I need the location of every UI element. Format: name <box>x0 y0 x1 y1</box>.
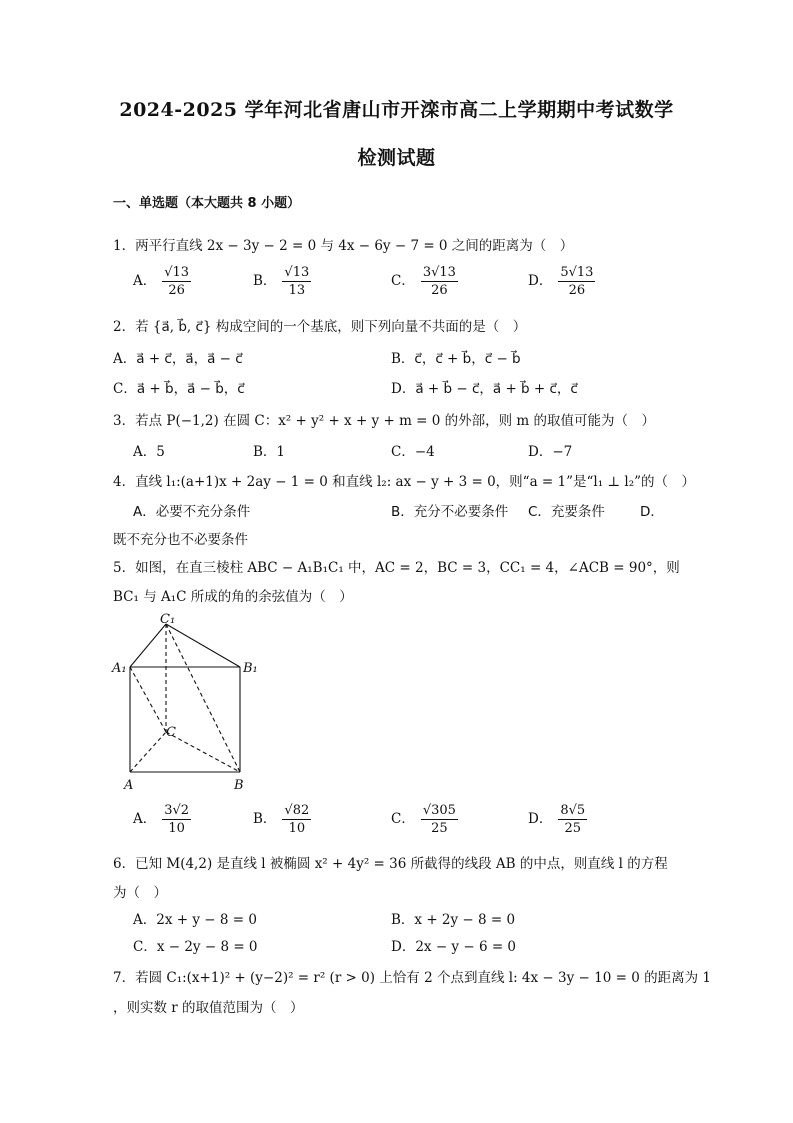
prism-figure <box>110 612 270 794</box>
question-5-stem-line-1: 5．如图，在直三棱柱 ABC − A₁B₁C₁ 中，AC = 2，BC = 3，CC₁ = 4，∠ACB = 90°，则 <box>113 560 680 576</box>
question-7-stem-line-1: 7．若圆 C₁:(x+1)² + (y−2)² = r² (r > 0) 上恰有 2 个点到直线 l: 4x − 3y − 10 = 0 的距离为 1 <box>113 970 711 986</box>
denominator: 25 <box>431 821 448 836</box>
fraction <box>421 264 458 299</box>
fraction <box>421 802 458 837</box>
question-2-option-d: D．a⃗ + b⃗ − c⃗，a⃗ + b⃗ + c⃗，c⃗ <box>391 381 578 397</box>
label-c: C <box>166 725 176 740</box>
question-2-stem: 2．若 {a⃗, b⃗, c⃗} 构成空间的一个基底，则下列向量不共面的是（ ） <box>113 319 527 335</box>
option-label: D． <box>528 811 553 827</box>
edge-a1-c1 <box>130 624 166 667</box>
question-6-option-b: B．x + 2y − 8 = 0 <box>391 912 516 928</box>
question-6-stem-line-1: 6．已知 M(4,2) 是直线 l 被椭圆 x² + 4y² = 36 所截得的线段 AB 的中点，则直线 l 的方程 <box>113 856 668 872</box>
option-label: D． <box>528 273 553 289</box>
denominator: 13 <box>288 283 306 298</box>
fraction <box>558 802 587 837</box>
option-label: C． <box>391 273 415 289</box>
option-label: A． <box>133 273 157 289</box>
question-3-option-b: B．1 <box>253 444 286 460</box>
question-6-option-a: A．2x + y − 8 = 0 <box>133 912 257 928</box>
question-4-option-d: D． <box>640 504 664 520</box>
question-4-option-d-continued: 既不充分也不必要条件 <box>113 532 248 548</box>
numerator: √13 <box>284 265 310 280</box>
label-c1: C₁ <box>160 612 176 627</box>
question-6-option-c: C．x − 2y − 8 = 0 <box>133 939 258 955</box>
question-3-option-a: A．5 <box>133 444 165 460</box>
label-a: A <box>124 778 134 793</box>
question-4-option-b: B．充分不必要条件 <box>391 504 509 520</box>
edge-a-c <box>130 732 166 772</box>
question-5-option-c <box>391 802 458 837</box>
question-1-option-d <box>528 264 595 299</box>
question-2-option-b: B．c⃗，c⃗ + b⃗，c⃗ − b⃗ <box>391 351 521 367</box>
option-label: B． <box>253 273 277 289</box>
numerator: 3√2 <box>164 803 190 818</box>
question-6-option-d: D．2x − y − 6 = 0 <box>391 939 517 955</box>
title-line-2: 检测试题 <box>357 147 436 169</box>
question-1-stem: 1．两平行直线 2x − 3y − 2 = 0 与 4x − 6y − 7 = 0 之间的距离为（ ） <box>113 238 574 254</box>
denominator: 26 <box>431 283 448 298</box>
label-b: B <box>234 778 244 793</box>
question-2-option-c: C．a⃗ + b⃗，a⃗ − b⃗，c⃗ <box>113 381 245 397</box>
fraction <box>282 802 311 837</box>
question-4-option-c: C．充要条件 <box>528 504 605 520</box>
denominator: 26 <box>568 283 586 298</box>
numerator: √82 <box>284 803 310 818</box>
section-heading: 一、单选题（本大题共 8 小题） <box>113 196 301 211</box>
question-7-stem-line-2: ，则实数 r 的取值范围为（ ） <box>113 1000 304 1016</box>
question-3-option-d: D．−7 <box>528 444 573 460</box>
fraction <box>282 264 311 299</box>
fraction <box>558 264 595 299</box>
label-b1: B₁ <box>243 661 258 676</box>
fraction <box>162 802 191 837</box>
label-a1: A₁ <box>112 661 127 676</box>
segment-c1-b <box>166 624 240 772</box>
numerator: 8√5 <box>560 803 586 818</box>
question-6-stem-line-2: 为（ ） <box>113 885 167 901</box>
denominator: 10 <box>168 821 185 836</box>
question-1-option-b <box>253 264 311 299</box>
numerator: 3√13 <box>422 265 456 280</box>
question-5-option-a <box>133 802 191 837</box>
option-label: B． <box>253 811 277 827</box>
question-5-stem-line-2: BC₁ 与 A₁C 所成的角的余弦值为（ ） <box>113 589 353 605</box>
denominator: 10 <box>288 821 306 836</box>
question-4-option-a: A．必要不充分条件 <box>133 504 251 520</box>
numerator: √305 <box>422 803 456 818</box>
fraction <box>162 264 191 299</box>
denominator: 25 <box>564 821 582 836</box>
question-1-option-a <box>133 264 191 299</box>
option-label: C． <box>391 811 415 827</box>
question-5-option-b <box>253 802 311 837</box>
question-1-option-c <box>391 264 458 299</box>
segment-a1-c <box>130 667 166 732</box>
option-label: A． <box>133 811 157 827</box>
edge-c-b <box>166 732 240 772</box>
denominator: 26 <box>168 283 185 298</box>
question-3-option-c: C．−4 <box>391 444 435 460</box>
question-5-option-d <box>528 802 587 837</box>
question-3-stem: 3．若点 P(−1,2) 在圆 C：x² + y² + x + y + m = 0 的外部，则 m 的取值可能为（ ） <box>113 413 656 429</box>
question-4-stem: 4．直线 l₁:(a+1)x + 2ay − 1 = 0 和直线 l₂: ax − y + 3 = 0，则“a = 1”是“l₁ ⊥ l₂”的（ ） <box>113 474 696 490</box>
numerator: 5√13 <box>560 265 594 280</box>
numerator: √13 <box>164 265 190 280</box>
title-line-1: 2024-2025 学年河北省唐山市开滦市高二上学期期中考试数学 <box>119 99 674 121</box>
question-2-option-a: A．a⃗ + c⃗，a⃗，a⃗ − c⃗ <box>113 351 243 367</box>
